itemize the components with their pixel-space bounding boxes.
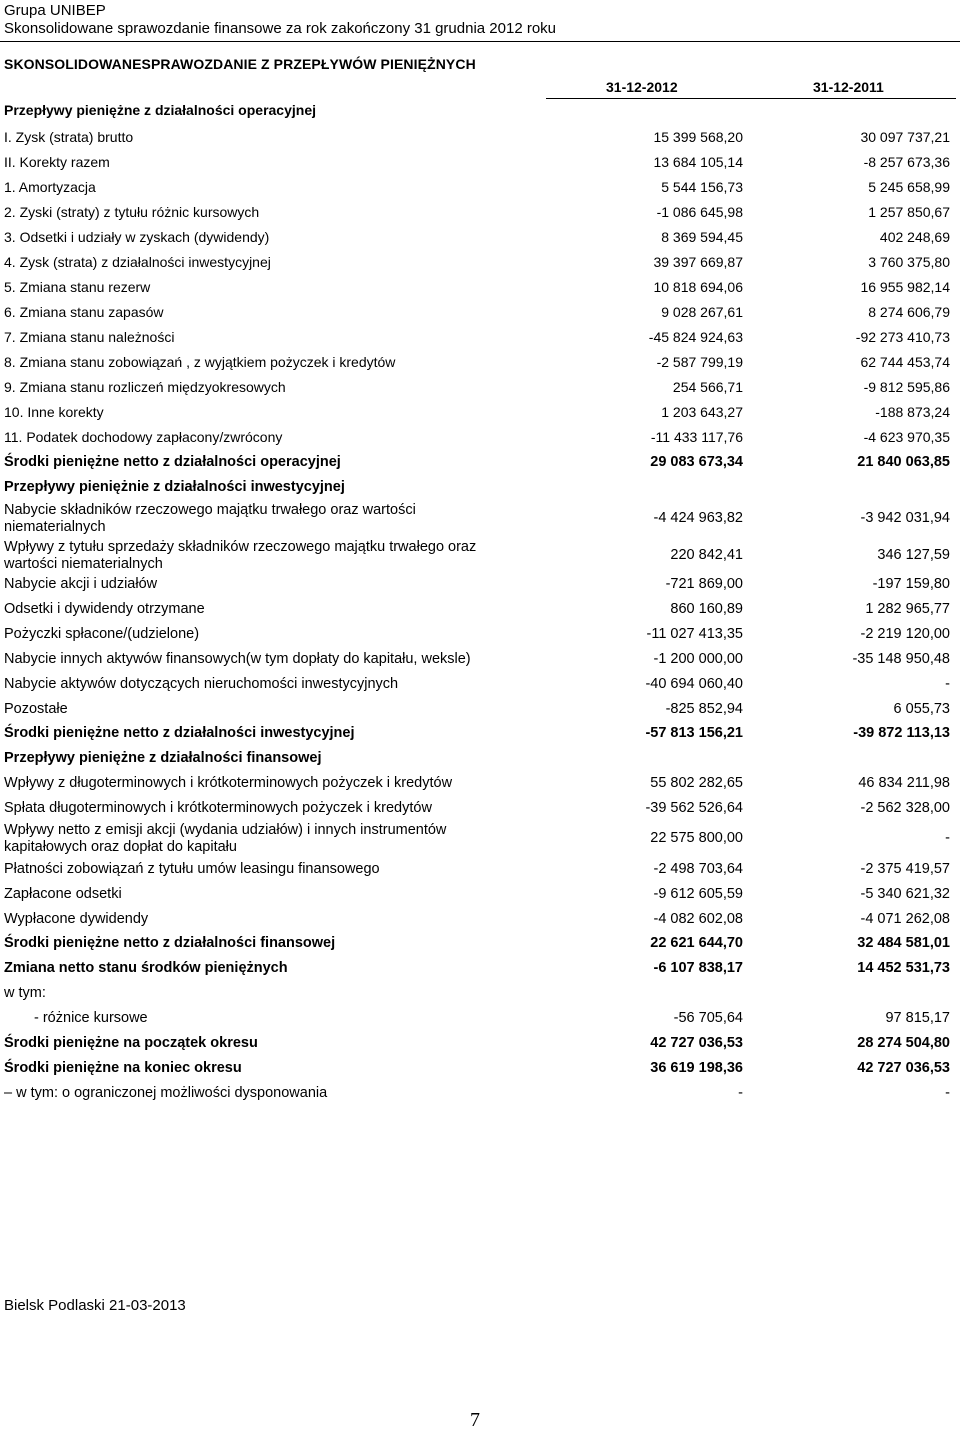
row-label: Płatności zobowiązań z tytułu umów leasingu finansowego xyxy=(4,861,380,877)
row-label: Środki pieniężne na początek okresu xyxy=(4,1035,258,1051)
value-2012: 22 621 644,70 xyxy=(650,935,743,951)
table-row xyxy=(0,675,960,695)
row-label: 11. Podatek dochodowy zapłacony/zwrócony xyxy=(4,429,283,445)
row-label: Przepływy pieniężne z działalności operacyjnej xyxy=(4,102,316,118)
value-2012: 15 399 568,20 xyxy=(653,129,743,145)
row-label: 2. Zyski (straty) z tytułu różnic kursowych xyxy=(4,204,260,220)
table-row xyxy=(0,1034,960,1054)
row-label: Środki pieniężne netto z działalności operacyjnej xyxy=(4,454,341,470)
table-row xyxy=(0,128,960,148)
row-label: Zmiana netto stanu środków pieniężnych xyxy=(4,960,288,976)
value-2011: - xyxy=(945,676,950,692)
row-label: w tym: xyxy=(4,985,46,1001)
value-2011: -4 071 262,08 xyxy=(860,911,950,927)
row-label: - różnice kursowe xyxy=(34,1010,148,1026)
value-2012: -2 498 703,64 xyxy=(653,861,743,877)
table-row xyxy=(0,1059,960,1079)
value-2011: -2 562 328,00 xyxy=(860,800,950,816)
value-2011: -92 273 410,73 xyxy=(855,329,950,345)
value-2011: -9 812 595,86 xyxy=(863,379,950,395)
table-row xyxy=(0,303,960,323)
table-row xyxy=(0,650,960,670)
value-2011: 42 727 036,53 xyxy=(857,1060,950,1076)
place-date: Bielsk Podlaski 21-03-2013 xyxy=(4,1297,186,1314)
table-row xyxy=(0,885,960,905)
table-row xyxy=(0,228,960,248)
value-2011: 3 760 375,80 xyxy=(868,254,950,270)
value-2011: 32 484 581,01 xyxy=(857,935,950,951)
value-2011: 16 955 982,14 xyxy=(860,279,950,295)
value-2012: 1 203 643,27 xyxy=(661,404,743,420)
table-row xyxy=(0,328,960,348)
table-row xyxy=(0,502,960,536)
value-2012: 13 684 105,14 xyxy=(653,154,743,170)
table-row xyxy=(0,600,960,620)
value-2012: 220 842,41 xyxy=(670,547,743,563)
value-2011: -188 873,24 xyxy=(875,404,950,420)
value-2012: -39 562 526,64 xyxy=(645,800,743,816)
table-row xyxy=(0,700,960,720)
row-label: Wpływy netto z emisji akcji (wydania udziałów) i innych instrumentów kapitałowych oraz dopłat do kapitału xyxy=(4,822,447,855)
value-2011: 346 127,59 xyxy=(877,547,950,563)
table-row xyxy=(0,428,960,448)
report-name: Skonsolidowane sprawozdanie finansowe za rok zakończony 31 grudnia 2012 roku xyxy=(4,20,557,37)
row-label: 4. Zysk (strata) z działalności inwestycyjnej xyxy=(4,254,271,270)
value-2011: -2 219 120,00 xyxy=(860,626,950,642)
value-2012: 10 818 694,06 xyxy=(653,279,743,295)
value-2012: -9 612 605,59 xyxy=(653,886,743,902)
column-header-2011: 31-12-2011 xyxy=(813,79,884,95)
value-2011: 6 055,73 xyxy=(893,701,950,717)
value-2012: -11 433 117,76 xyxy=(650,429,743,445)
row-label: Pożyczki spłacone/(udzielone) xyxy=(4,626,200,642)
table-row xyxy=(0,934,960,954)
row-label: Odsetki i dywidendy otrzymane xyxy=(4,601,205,617)
table-row xyxy=(0,749,960,769)
value-2011: -5 340 621,32 xyxy=(860,886,950,902)
page-number: 7 xyxy=(470,1409,480,1431)
value-2012: -6 107 838,17 xyxy=(653,960,743,976)
row-label: Środki pieniężne netto z działalności inwestycyjnej xyxy=(4,725,355,741)
value-2012: -2 587 799,19 xyxy=(656,354,743,370)
value-2012: -45 824 924,63 xyxy=(648,329,743,345)
row-label: Nabycie innych aktywów finansowych(w tym dopłaty do kapitału, weksle) xyxy=(4,651,471,667)
table-row xyxy=(0,799,960,819)
row-label: 1. Amortyzacja xyxy=(4,179,96,195)
row-label: 3. Odsetki i udziały w zyskach (dywidendy) xyxy=(4,229,270,245)
column-header-2012: 31-12-2012 xyxy=(606,79,678,95)
value-2011: - xyxy=(945,1085,950,1101)
row-label: Przepływy pieniężne z działalności finansowej xyxy=(4,750,322,766)
value-2011: 62 744 453,74 xyxy=(860,354,950,370)
value-2012: -825 852,94 xyxy=(665,701,743,717)
value-2011: 28 274 504,80 xyxy=(857,1035,950,1051)
value-2012: -721 869,00 xyxy=(665,576,743,592)
table-row xyxy=(0,1009,960,1029)
value-2012: 9 028 267,61 xyxy=(661,304,743,320)
value-2012: 8 369 594,45 xyxy=(661,229,743,245)
row-label: Spłata długoterminowych i krótkoterminowych pożyczek i kredytów xyxy=(4,800,432,816)
company-name: Grupa UNIBEP xyxy=(4,2,106,19)
value-2011: 14 452 531,73 xyxy=(857,960,950,976)
value-2011: -39 872 113,13 xyxy=(853,725,950,741)
table-row xyxy=(0,1084,960,1104)
table-row xyxy=(0,378,960,398)
value-2012: -57 813 156,21 xyxy=(645,725,743,741)
table-row xyxy=(0,153,960,173)
value-2011: 97 815,17 xyxy=(885,1010,950,1026)
table-row xyxy=(0,625,960,645)
value-2012: 5 544 156,73 xyxy=(661,179,743,195)
table-row xyxy=(0,253,960,273)
row-label: Środki pieniężne netto z działalności finansowej xyxy=(4,935,336,951)
row-label: Środki pieniężne na koniec okresu xyxy=(4,1060,242,1076)
value-2012: 254 566,71 xyxy=(672,379,743,395)
row-label: Wypłacone dywidendy xyxy=(4,911,149,927)
row-label: Nabycie składników rzeczowego majątku trwałego oraz wartości niematerialnych xyxy=(4,502,416,535)
document-header xyxy=(4,2,556,38)
row-label: Wpływy z długoterminowych i krótkoterminowych pożyczek i kredytów xyxy=(4,775,453,791)
row-label: 9. Zmiana stanu rozliczeń międzyokresowych xyxy=(4,379,286,395)
row-label: Wpływy z tytułu sprzedaży składników rzeczowego majątku trwałego oraz wartości niematerialnych xyxy=(4,539,477,572)
row-label: 6. Zmiana stanu zapasów xyxy=(4,304,164,320)
value-2012: 29 083 673,34 xyxy=(650,454,743,470)
value-2012: -1 200 000,00 xyxy=(653,651,743,667)
value-2011: -4 623 970,35 xyxy=(863,429,950,445)
table-row xyxy=(0,478,960,498)
header-divider xyxy=(0,41,960,42)
table-row xyxy=(0,453,960,473)
row-label: 10. Inne korekty xyxy=(4,404,104,420)
value-2011: 46 834 211,98 xyxy=(858,775,950,791)
value-2011: 5 245 658,99 xyxy=(868,179,950,195)
value-2012: -40 694 060,40 xyxy=(645,676,743,692)
table-row xyxy=(0,278,960,298)
value-2012: -4 082 602,08 xyxy=(653,911,743,927)
value-2011: 1 282 965,77 xyxy=(865,601,950,617)
value-2012: 39 397 669,87 xyxy=(653,254,743,270)
value-2011: 8 274 606,79 xyxy=(868,304,950,320)
value-2011: 1 257 850,67 xyxy=(868,204,950,220)
table-row xyxy=(0,353,960,373)
table-row xyxy=(0,860,960,880)
value-2012: 42 727 036,53 xyxy=(650,1035,743,1051)
row-label: Nabycie aktywów dotyczących nieruchomości inwestycyjnych xyxy=(4,676,399,692)
table-row xyxy=(0,101,960,121)
table-row xyxy=(0,575,960,595)
table-row xyxy=(0,403,960,423)
table-row xyxy=(0,910,960,930)
table-row xyxy=(0,203,960,223)
row-label: Zapłacone odsetki xyxy=(4,886,122,902)
row-label: 5. Zmiana stanu rezerw xyxy=(4,279,151,295)
value-2012: -4 424 963,82 xyxy=(653,510,743,526)
value-2011: -8 257 673,36 xyxy=(863,154,950,170)
value-2011: -35 148 950,48 xyxy=(852,651,950,667)
value-2011: 402 248,69 xyxy=(879,229,950,245)
value-2011: -3 942 031,94 xyxy=(860,510,950,526)
row-label: Przepływy pieniężnie z działalności inwestycyjnej xyxy=(4,479,345,495)
value-2011: -2 375 419,57 xyxy=(860,861,950,877)
value-2011: 30 097 737,21 xyxy=(860,129,950,145)
table-row xyxy=(0,959,960,979)
value-2012: 55 802 282,65 xyxy=(650,775,743,791)
value-2012: -11 027 413,35 xyxy=(646,626,743,642)
row-label: Nabycie akcji i udziałów xyxy=(4,576,158,592)
row-label: II. Korekty razem xyxy=(4,154,110,170)
value-2011: - xyxy=(945,830,950,846)
table-row xyxy=(0,774,960,794)
statement-title: SKONSOLIDOWANESPRAWOZDANIE Z PRZEPŁYWÓW PIENIĘŻNYCH xyxy=(4,56,476,72)
value-2012: 860 160,89 xyxy=(670,601,743,617)
value-2012: 22 575 800,00 xyxy=(650,830,743,846)
row-label: 8. Zmiana stanu zobowiązań , z wyjątkiem pożyczek i kredytów xyxy=(4,354,396,370)
row-label: 7. Zmiana stanu należności xyxy=(4,329,175,345)
row-label: Pozostałe xyxy=(4,701,68,717)
value-2012: -56 705,64 xyxy=(673,1010,743,1026)
table-row xyxy=(0,984,960,1004)
table-row xyxy=(0,178,960,198)
table-row xyxy=(0,724,960,744)
value-2011: -197 159,80 xyxy=(872,576,950,592)
column-header-rule xyxy=(546,98,956,99)
value-2012: 36 619 198,36 xyxy=(650,1060,743,1076)
value-2012: - xyxy=(738,1085,743,1101)
row-label: I. Zysk (strata) brutto xyxy=(4,129,134,145)
value-2012: -1 086 645,98 xyxy=(656,204,743,220)
row-label: – w tym: o ograniczonej możliwości dysponowania xyxy=(4,1085,328,1101)
table-row xyxy=(0,822,960,856)
value-2011: 21 840 063,85 xyxy=(857,454,950,470)
table-row xyxy=(0,539,960,573)
